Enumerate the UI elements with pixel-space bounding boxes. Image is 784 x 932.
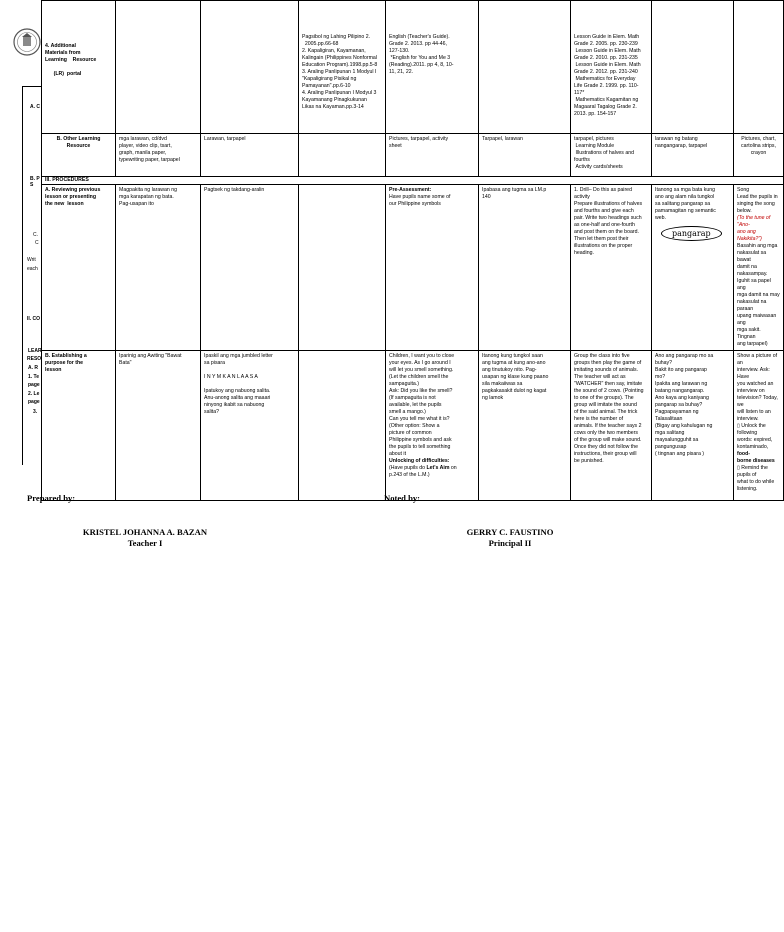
- cell-line: Kayamanang Pinagkukunan: [302, 97, 367, 103]
- cell-line: Ipakita ang larawan ng: [655, 381, 708, 387]
- cell-line: [204, 367, 295, 374]
- cell-line: will listen to an: [737, 409, 771, 415]
- day-cell-7: [652, 185, 734, 351]
- day-cell-3: [299, 185, 386, 351]
- cell-line: illustrations on the proper: [574, 243, 633, 249]
- cell-line: Activity cards/sheets: [574, 164, 623, 170]
- cell-line: sa salitang pangarap sa: [655, 201, 711, 207]
- cell-line: Once they did not follow the: [574, 444, 639, 450]
- cell-line: "WATCHER" then say, imitate: [574, 381, 643, 387]
- day-cell-2: [201, 351, 299, 501]
- teacher-title: Teacher I: [127, 538, 163, 548]
- left-fragment-pa2: page: [28, 399, 40, 405]
- cell-line: larawan ng batang: [655, 136, 698, 142]
- cell-line: Materials from: [45, 50, 81, 56]
- cell-line: interview on: [737, 388, 765, 394]
- table-row: [42, 185, 784, 351]
- cell-line: *English for You and Me 3: [389, 55, 451, 61]
- day-cell-5: [479, 1, 571, 134]
- cell-line: graph, manila paper,: [119, 150, 167, 156]
- principal-name: GERRY C. FAUSTINO: [466, 527, 554, 537]
- cell-line: 11, 21, 22.: [389, 69, 414, 75]
- day-cell-1: [116, 1, 201, 134]
- cell-line: upang maiwasan ang: [737, 313, 778, 326]
- day-cell-2: [201, 185, 299, 351]
- cell-line: ninyong ikabit sa nabuong: [204, 402, 265, 408]
- cell-line: pagkakasakit dulot ng kagat: [482, 388, 547, 394]
- cell-line: Resource: [66, 143, 91, 149]
- cell-line: Unlocking of difficulties:: [389, 458, 450, 464]
- left-fragment-bs: S: [30, 182, 34, 188]
- prepared-by-label: Prepared by:: [27, 493, 76, 503]
- cell-line: Ipabasa ang tugma sa LM.p: [482, 187, 547, 193]
- cell-line: group will imitate the sound: [574, 402, 637, 408]
- cell-line: (Let the children smell the: [389, 374, 449, 380]
- cell-line: of the group will make sound.: [574, 437, 642, 443]
- cell-line: Education Program).1998.pp.5-8: [302, 62, 378, 68]
- cell-line: Ipatukoy ang nabuong salita.: [204, 388, 271, 394]
- cell-line: your eyes. As I go around I: [389, 360, 451, 366]
- cell-line: ng lamok: [482, 395, 504, 401]
- cell-line: Have pupils name some of: [389, 194, 451, 200]
- cell-line: sampaguita.): [389, 381, 419, 387]
- cell-line: you watched an: [737, 381, 774, 387]
- cell-line: heading.: [574, 250, 594, 256]
- cell-line: Tarpapel, larawan: [482, 136, 523, 142]
- cell-line: 140: [482, 194, 491, 200]
- cell-line: Prepare illustrations of halves: [574, 201, 643, 207]
- cell-line: Ano kaya ang kaniyang: [655, 395, 709, 401]
- table-row: [42, 1, 784, 134]
- cell-line: Lesson Guide in Elem. Math: [574, 62, 641, 68]
- cell-line: player, video clip, tsart,: [119, 143, 172, 149]
- left-cutoff-column: [22, 86, 42, 465]
- cell-line: the pupils to tell something: [389, 444, 451, 450]
- cell-line: 4. Additional: [45, 43, 76, 49]
- cell-line: Pagpapayaman ng: [655, 409, 699, 415]
- cell-line: mga damit na may: [737, 292, 780, 298]
- cell-line: (Reading).2011. pp 4, 8, 10-: [389, 62, 454, 68]
- cell-line: ang tugma at kung ano-ano: [482, 360, 546, 366]
- cell-line: lesson or presenting: [45, 194, 97, 200]
- cell-line: Illustrations of halves and: [574, 150, 634, 156]
- cell-line: listening.: [737, 486, 758, 492]
- cell-line: to one of the groups). The: [574, 395, 634, 401]
- cell-line: ▯ Remind the pupils of: [737, 465, 770, 478]
- cell-line: Lesson Guide in Elem. Math: [574, 48, 641, 54]
- cell-line: ano ang alam nila tungkol: [655, 194, 715, 200]
- day-cell-7: [652, 351, 734, 501]
- cell-line: 1. Drill– Do this as paired: [574, 187, 632, 193]
- cell-line: tarpapel, pictures: [574, 136, 614, 142]
- pangarap-oval: pangarap: [661, 226, 722, 241]
- noted-by-label: Noted by:: [384, 493, 421, 503]
- cell-line: ▯ Unlock the following: [737, 423, 768, 436]
- cell-line: pamamagitan ng semantic: [655, 208, 716, 214]
- row-label: [42, 185, 116, 351]
- left-fragment-pa1: page: [28, 382, 40, 388]
- cell-line: mo?: [655, 374, 666, 380]
- cell-line: Learning Resource: [45, 57, 97, 63]
- cell-line: smell a mango.): [389, 409, 426, 415]
- left-fragment-c2: C: [35, 240, 39, 246]
- cell-line: nakasulat na paraan: [737, 299, 768, 312]
- cell-line: Show a picture of an: [737, 353, 779, 366]
- cell-line: Talasalitaan: [655, 416, 683, 422]
- cell-line: Bata": [119, 360, 132, 366]
- day-cell-4: [386, 1, 479, 134]
- cell-line: below.: [737, 208, 752, 214]
- cell-line: Anu-anong salita ang maaari: [204, 395, 271, 401]
- left-fragment-n3: 3.: [33, 409, 38, 415]
- cell-line: Mathematics Kagamitan ng: [574, 97, 639, 103]
- cell-line: Bakit ito ang pangarap: [655, 367, 707, 373]
- cell-line: pangungusap: [655, 444, 687, 450]
- cell-line: sheet: [389, 143, 402, 149]
- day-cell-4: [386, 351, 479, 501]
- cell-line: batang nangangarap.: [655, 388, 705, 394]
- cell-line: 3. Araling Panlipunan 1 Modyul I: [302, 69, 377, 75]
- day-cell-7: [652, 1, 734, 134]
- cell-line: Magpakita ng larawan ng: [119, 187, 177, 193]
- cell-line: interview. Ask: Have: [737, 367, 772, 380]
- table-row: [42, 177, 784, 185]
- cell-line: ano ang Nakikita?"): [737, 229, 762, 242]
- cell-line: 2. Kapaligiran, Kayamanan,: [302, 48, 366, 54]
- day-cell-8: [734, 351, 784, 501]
- cell-line: Ipaskil ang mga jumbled letter: [204, 353, 273, 359]
- cell-line: about it: [389, 451, 407, 457]
- cell-line: Children, I want you to close: [389, 353, 455, 359]
- left-fragment-ar: A. R: [28, 365, 38, 371]
- cell-line: Can you tell me what it is?: [389, 416, 450, 422]
- cell-line: nangangarap, tarpapel: [655, 143, 708, 149]
- day-cell-5: [479, 134, 571, 177]
- day-cell-1: [116, 351, 201, 501]
- cell-line: [204, 381, 295, 388]
- cell-line: Lesson Guide in Elem. Math: [574, 34, 640, 40]
- cell-line: maysalungguhit sa: [655, 437, 699, 443]
- row-label: [42, 1, 116, 134]
- cell-line: Likas na Kayaman.pp.3-14: [302, 104, 364, 110]
- day-cell-6: [571, 185, 652, 351]
- cell-line: damit na nakasampay.: [737, 264, 768, 277]
- cell-line: Grade 2. 2005. pp. 230-239: [574, 41, 638, 47]
- left-fragment-wr: Writ: [27, 257, 36, 263]
- left-fragment-l2: 2. Le: [28, 391, 40, 397]
- day-cell-3: [299, 351, 386, 501]
- cell-line: p.243 of the L.M.): [389, 472, 430, 478]
- cell-line: will let you smell something.: [389, 367, 454, 373]
- cell-line: imitating sounds of animals.: [574, 367, 639, 373]
- day-cell-1: [116, 134, 201, 177]
- cell-line: Philippine symbols and ask: [389, 437, 452, 443]
- cell-line: The teacher will act as: [574, 374, 626, 380]
- cell-line: salita?: [204, 409, 219, 415]
- left-fragment-c1: C.: [33, 232, 38, 238]
- cell-line: pangarap sa buhay?: [655, 402, 703, 408]
- cell-line: usapan ng klase kung paano: [482, 374, 549, 380]
- left-fragment-re: RESO: [27, 356, 42, 362]
- cell-line: web.: [655, 215, 666, 221]
- cell-line: here is the number of: [574, 416, 624, 422]
- day-cell-6: [571, 1, 652, 134]
- cell-line: lesson: [45, 367, 62, 373]
- cell-line: be punished.: [574, 458, 604, 464]
- cell-line: Pagtsek ng takdang-aralin: [204, 187, 265, 193]
- cell-line: ang tarpapel): [737, 341, 768, 347]
- cell-line: groups then play the game of: [574, 360, 642, 366]
- cell-line: 2013. pp. 154-157: [574, 111, 617, 117]
- cell-line: Itanong sa mga bata kung: [655, 187, 715, 193]
- deped-seal-icon: [12, 24, 42, 62]
- daily-lesson-log-table: [41, 0, 784, 501]
- cell-line: Lead the pupils in: [737, 194, 778, 200]
- cell-line: the new lesson: [45, 201, 84, 207]
- cell-line: Song: [737, 187, 750, 193]
- day-cell-7: [652, 134, 734, 177]
- cell-line: mga larawan, cd/dvd: [119, 136, 167, 142]
- cell-line: Iguhit sa papel ang: [737, 278, 773, 291]
- cell-line: what to do while: [737, 479, 775, 485]
- cell-line: Itanong kung tungkol saan: [482, 353, 543, 359]
- day-cell-4: [386, 134, 479, 177]
- cell-line: and fourths and give each: [574, 208, 634, 214]
- table-row: [42, 134, 784, 177]
- left-fragment-ii: II. CO: [27, 316, 41, 322]
- day-cell-2: [201, 134, 299, 177]
- cell-line: I N Y M K A N L A A S A: [204, 374, 258, 380]
- cell-line: Pag-usapan ito: [119, 201, 154, 207]
- cell-line: Life Grade 2. 1999. pp. 110-: [574, 83, 639, 89]
- cell-line: mga sakit. Tingnan: [737, 327, 762, 340]
- cell-line: (Bigay ang kahulugan ng: [655, 423, 713, 429]
- cell-line: picture of common: [389, 430, 432, 436]
- cell-line: typewriting paper, tarpapel: [119, 157, 180, 163]
- cell-line: Ano ang pangarap mo sa: [655, 353, 714, 359]
- cell-line: (Have pupils do Let's Aim on: [389, 465, 457, 471]
- cell-line: mga karapatan ng bata.: [119, 194, 174, 200]
- cell-line: ang tinutukoy nito. Pag-: [482, 367, 537, 373]
- day-cell-3: [299, 134, 386, 177]
- cell-line: Learning Module: [574, 143, 615, 149]
- cell-line: available, let the pupils: [389, 402, 442, 408]
- cell-line: and post them on the board.: [574, 229, 639, 235]
- teacher-name: KRISTEL JOHANNA A. BAZAN: [82, 527, 208, 537]
- day-cell-5: [479, 351, 571, 501]
- cell-line: "Kapaligirang Pisikal ng: [302, 76, 357, 82]
- cell-line: crayon: [750, 150, 767, 156]
- cell-line: as one-half and one-fourth: [574, 222, 635, 228]
- cell-line: Grade 2. 2012. pp. 231-240: [574, 69, 638, 75]
- cell-line: B. Establishing a: [45, 353, 87, 359]
- cell-line: interview.: [737, 416, 759, 422]
- cell-line: Grade 2. 2010. pp. 231-235: [574, 55, 638, 61]
- cell-line: Basahin ang mga: [737, 243, 778, 249]
- cell-line: Ask: Did you like the smell?: [389, 388, 453, 394]
- cell-line: Group the class into five: [574, 353, 630, 359]
- cell-line: words: expired,: [737, 437, 773, 443]
- day-cell-6: [571, 134, 652, 177]
- cell-line: sa pisara: [204, 360, 226, 366]
- left-fragment-ea: each: [27, 266, 38, 272]
- cell-line: Kalingain (Philippines Nonformal: [302, 55, 377, 61]
- cell-line: sila makaiiwas sa: [482, 381, 523, 387]
- table-row: [42, 351, 784, 501]
- day-cell-8: [734, 134, 784, 177]
- cell-line: (LR) portal: [45, 71, 82, 77]
- cell-line: (If sampaguita is not: [389, 395, 436, 401]
- cell-line: A. Reviewing previous: [45, 187, 101, 193]
- day-cell-2: [201, 1, 299, 134]
- left-fragment-le: LEAR: [28, 348, 42, 354]
- cell-line: Mathematics for Everyday: [574, 76, 636, 82]
- cell-line: cows only the two members: [574, 430, 639, 436]
- cell-line: Pagsibol ng Lahing Pilipino 2.: [302, 34, 371, 40]
- cell-line: buhay?: [655, 360, 673, 366]
- cell-line: [45, 64, 112, 71]
- cell-line: Pamayanan".pp.6-10: [302, 83, 351, 89]
- day-cell-8: [734, 185, 784, 351]
- cell-line: Iparinig ang Awiting "Bawat: [119, 353, 182, 359]
- day-cell-6: [571, 351, 652, 501]
- left-fragment-t1: 1. Te: [28, 374, 40, 380]
- cell-line: borne diseases: [737, 458, 775, 464]
- cell-line: nakasulat sa bawat: [737, 250, 768, 263]
- cell-line: mga salitang: [655, 430, 685, 436]
- day-cell-8: [734, 1, 784, 134]
- cell-line: animals. If the teacher says 2: [574, 423, 642, 429]
- procedures-heading: III. PROCEDURES: [42, 177, 784, 185]
- cell-line: instructions, their group will: [574, 451, 637, 457]
- row-label: [42, 351, 116, 501]
- cell-line: Then let them post their: [574, 236, 629, 242]
- cell-line: cartolina strips,: [741, 143, 776, 149]
- left-fragment-b: B. P: [30, 176, 40, 182]
- cell-line: our Philippine symbols: [389, 201, 441, 207]
- cell-line: English (Teacher's Guide).: [389, 34, 450, 40]
- cell-line: of the said animal. The trick: [574, 409, 638, 415]
- cell-line: 2005.pp.66-68: [302, 41, 339, 47]
- cell-line: purpose for the: [45, 360, 84, 366]
- cell-line: activity: [574, 194, 590, 200]
- cell-line: television? Today, we: [737, 395, 780, 408]
- cell-line: fourths: [574, 157, 590, 163]
- cell-line: Pre-Assessment:: [389, 187, 432, 193]
- day-cell-5: [479, 185, 571, 351]
- cell-line: singing the song: [737, 201, 775, 207]
- cell-line: (To the tune of "Ano-: [737, 215, 772, 228]
- left-fragment-a: A. C: [30, 104, 40, 110]
- cell-line: B. Other Learning: [56, 136, 101, 142]
- cell-line: Grade 2. 2013. pp 44-46,: [389, 41, 447, 47]
- cell-line: ( tingnan ang pisara ): [655, 451, 705, 457]
- day-cell-4: [386, 185, 479, 351]
- day-cell-3: [299, 1, 386, 134]
- cell-line: the sound of 2 cows. (Pointing: [574, 388, 644, 394]
- cell-line: 127-130.: [389, 48, 410, 54]
- day-cell-1: [116, 185, 201, 351]
- cell-line: 4. Araling Panlipunan I Modyul 3: [302, 90, 377, 96]
- cell-line: Pictures, chart,: [741, 136, 776, 142]
- cell-line: Larawan, tarpapel: [204, 136, 246, 142]
- cell-line: (Other option: Show a: [389, 423, 440, 429]
- cell-line: Pictures, tarpapel, activity: [389, 136, 449, 142]
- cell-line: kontaminado, food-: [737, 444, 770, 457]
- cell-line: pair. Write two headings such: [574, 215, 642, 221]
- cell-line: 117*: [574, 90, 585, 96]
- principal-title: Principal II: [488, 538, 532, 548]
- row-label: [42, 134, 116, 177]
- cell-line: Magaaral Tagalog Grade 2.: [574, 104, 637, 110]
